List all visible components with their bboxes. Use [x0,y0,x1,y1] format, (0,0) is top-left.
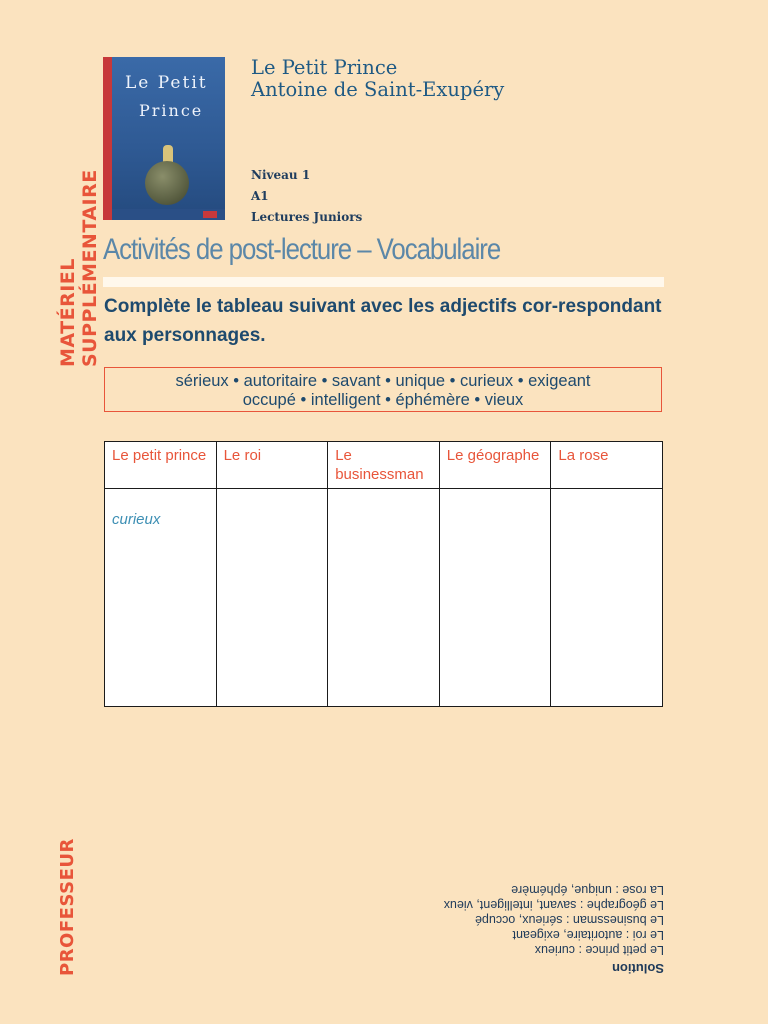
answer-cell-businessman[interactable] [328,489,440,707]
header-rose: La rose [551,442,663,489]
solution-line: Le roi : autoritaire, exigeant [512,928,664,942]
heading-divider [103,277,664,287]
solution-line: La rose : unique, éphémère [511,883,664,897]
answer-cell-petit-prince[interactable]: curieux [105,489,217,707]
answer-cell-roi[interactable] [216,489,328,707]
word-bank-box [104,367,662,412]
word-bank-line1: sérieux • autoritaire • savant • unique • curieux • exigeant [175,372,591,390]
answer-cell-rose[interactable] [551,489,663,707]
book-series: Lectures Juniors [251,210,363,224]
header-roi: Le roi [216,442,328,489]
solution-title: Solution [612,961,664,976]
publisher-logo [203,211,217,218]
cover-author-strip [117,62,221,66]
side-label-supplementary: MATÉRIEL SUPPLÉMENTAIRE [57,169,101,367]
header-petit-prince: Le petit prince [105,442,217,489]
header-geographe: Le géographe [439,442,551,489]
answer-cell-geographe[interactable] [439,489,551,707]
book-meta [251,165,362,228]
book-title: Le Petit Prince [251,56,398,79]
word-bank-line2: occupé • intelligent • éphémère • vieux [242,391,524,409]
side-label-teacher: PROFESSEUR [57,838,78,976]
table-answer-row [105,489,663,707]
book-author: Antoine de Saint-Exupéry [251,78,505,101]
exercise-instruction: Complète le tableau suivant avec les adjectifs cor-respondant aux personnages. [104,296,662,346]
book-cefr: A1 [251,189,269,203]
book-cover-image [103,57,225,220]
cover-title-line2: Prince [139,101,204,120]
cover-spine [103,57,112,220]
cover-title-line1: Le Petit [125,73,208,93]
table-header-row [105,442,663,489]
character-adjective-table [104,441,663,707]
header-businessman: Le businessman [328,442,440,489]
solution-line: Le petit prince : curieux [534,943,664,957]
solution-line: Le businessman : sérieux, occupé [475,913,664,927]
book-level: Niveau 1 [251,168,311,182]
solution-block-upside-down [392,866,664,976]
activity-heading: Activités de post-lecture – Vocabulaire [103,233,501,266]
book-info [251,57,504,101]
planet-illustration [145,161,189,205]
solution-line: Le géographe : savant, intelligent, vieux [443,898,664,912]
